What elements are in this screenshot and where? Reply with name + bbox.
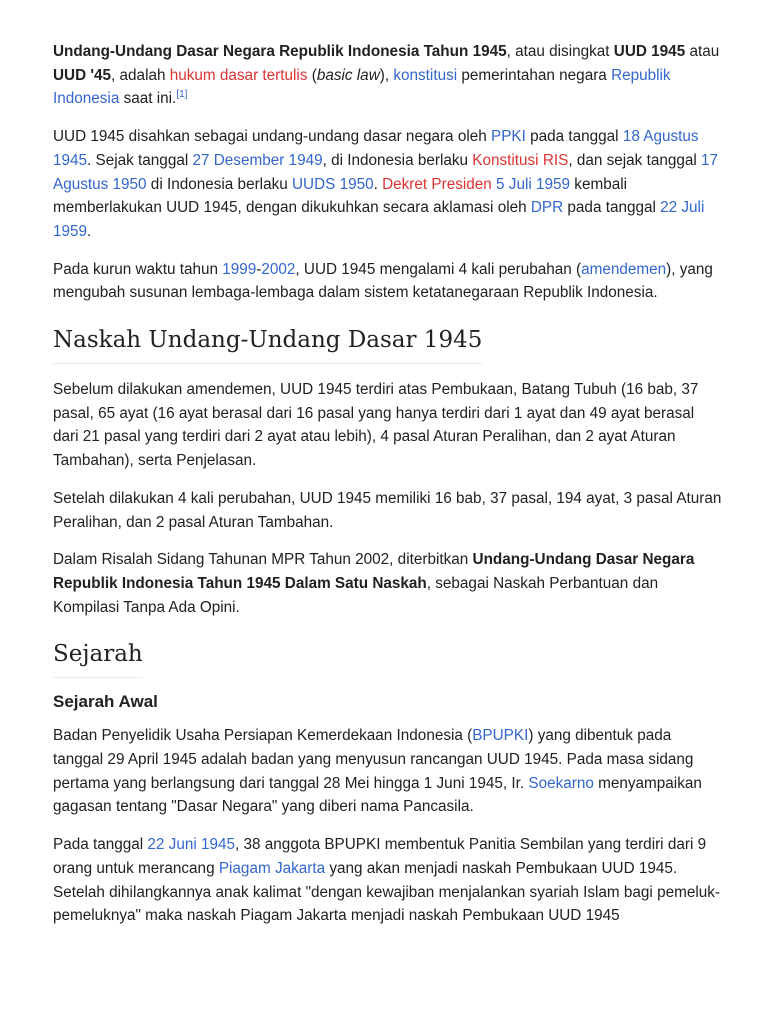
text: Pada kurun waktu tahun bbox=[53, 260, 223, 278]
history-summary-paragraph bbox=[53, 125, 723, 244]
text: pemerintahan negara bbox=[457, 66, 612, 84]
text: ( bbox=[307, 66, 317, 84]
link-piagam-jakarta[interactable]: Piagam Jakarta bbox=[218, 859, 326, 877]
bold-term: Undang-Undang Dasar Negara Republik Indonesia Tahun 1945 bbox=[53, 43, 507, 60]
link-22-juli-1959[interactable]: 22 Juli 1959 bbox=[53, 199, 705, 240]
text: yang akan menjadi naskah Pembukaan UUD 1945. Setelah dihilangkannya anak kalimat "dengan kewajiban menjalankan syariah Islam bagi pemeluk-pemeluknya" maka naskah Piagam Jakarta menjadi naskah Pembukaan UUD 1945 bbox=[53, 859, 720, 925]
text: , sebagai Naskah Perbantuan dan Kompilasi Tanpa Ada Opini. bbox=[53, 574, 659, 616]
link-soekarno[interactable]: Soekarno bbox=[528, 774, 594, 792]
text: pada tanggal bbox=[563, 199, 661, 217]
text: menyampaikan gagasan tentang "Dasar Negara" yang diberi nama Pancasila. bbox=[53, 774, 702, 816]
link-hukum-dasar-tertulis[interactable]: hukum dasar tertulis bbox=[169, 66, 308, 84]
text: , di Indonesia berlaku bbox=[322, 151, 473, 169]
section-heading-sejarah: Sejarah bbox=[53, 641, 143, 678]
link-konstitusi-ris[interactable]: Konstitusi RIS bbox=[472, 151, 569, 169]
text: Pada tanggal bbox=[53, 836, 148, 854]
link-dpr[interactable]: DPR bbox=[530, 199, 564, 217]
post-amendment-paragraph: Setelah dilakukan 4 kali perubahan, UUD 1945 memiliki 16 bab, 37 pasal, 194 ayat, 3 pasal Aturan Peralihan, dan 2 pasal Aturan Tambahan. bbox=[53, 489, 722, 531]
text: UUD 1945 disahkan sebagai undang-undang dasar negara oleh bbox=[53, 128, 491, 146]
text: ), yang mengubah susunan lembaga-lembaga dalam sistem ketatanegaraan Republik Indonesia. bbox=[53, 260, 713, 302]
link-17-agustus-1950[interactable]: 17 Agustus 1950 bbox=[53, 151, 719, 193]
subsection-heading-sejarah-awal: Sejarah Awal bbox=[53, 692, 158, 712]
link-bpupki[interactable]: BPUPKI bbox=[472, 727, 529, 745]
text: di Indonesia berlaku bbox=[146, 175, 292, 193]
link-22-juni-1945[interactable]: 22 Juni 1945 bbox=[147, 836, 236, 854]
link-5-juli-1959[interactable]: 5 Juli 1959 bbox=[496, 175, 571, 193]
text: atau bbox=[685, 43, 720, 60]
pre-amendment-paragraph: Sebelum dilakukan amendemen, UUD 1945 terdiri atas Pembukaan, Batang Tubuh (16 bab, 37 pasal, 65 ayat (16 ayat berasal dari 16 pasal yang hanya terdiri dari 1 ayat dan 49 ayat berasal dari 21 pasal yang terdiri dari 2 ayat atau lebih), 4 pasal Aturan Peralihan, dan 2 ayat Aturan Tambahan), serta Penjelasan. bbox=[53, 381, 699, 470]
text: , 38 anggota BPUPKI membentuk Panitia Sembilan yang terdiri dari 9 orang untuk merancang bbox=[53, 836, 707, 877]
section-naskah bbox=[53, 327, 723, 364]
intro-paragraph bbox=[53, 40, 723, 111]
text: , atau disingkat bbox=[506, 43, 614, 60]
link-2002[interactable]: 2002 bbox=[261, 260, 296, 278]
text: . Sejak tanggal bbox=[87, 151, 193, 169]
reference-link[interactable]: [1] bbox=[176, 89, 188, 101]
text: kembali memberlakukan UUD 1945, dengan dikukuhkan secara aklamasi oleh bbox=[53, 175, 628, 217]
link-uuds-1950[interactable]: UUDS 1950 bbox=[291, 175, 374, 193]
article-body bbox=[53, 40, 723, 942]
text: . bbox=[87, 222, 92, 240]
text: , UUD 1945 mengalami 4 kali perubahan ( bbox=[295, 260, 582, 278]
text: ), bbox=[379, 66, 394, 84]
link-27-desember-1949[interactable]: 27 Desember 1949 bbox=[192, 151, 323, 169]
text: Badan Penyelidik Usaha Persiapan Kemerdekaan Indonesia ( bbox=[53, 727, 473, 745]
bold-term: UUD 1945 bbox=[613, 43, 686, 60]
italic-term: basic law bbox=[316, 66, 380, 84]
risalah-paragraph bbox=[53, 548, 723, 619]
text: saat ini. bbox=[119, 90, 177, 108]
piagam-jakarta-paragraph bbox=[53, 833, 723, 928]
link-republik-indonesia[interactable]: Republik Indonesia bbox=[53, 66, 671, 108]
link-konstitusi[interactable]: konstitusi bbox=[393, 66, 458, 84]
link-dekret-presiden[interactable]: Dekret Presiden bbox=[382, 175, 492, 193]
bold-term: UUD '45 bbox=[53, 66, 112, 84]
link-1999[interactable]: 1999 bbox=[222, 260, 257, 278]
amendment-paragraph bbox=[53, 258, 723, 305]
text: , adalah bbox=[111, 66, 170, 84]
text: . bbox=[373, 175, 383, 193]
link-18-agustus-1945[interactable]: 18 Agustus 1945 bbox=[53, 128, 699, 169]
link-amendemen[interactable]: amendemen bbox=[581, 260, 667, 278]
text: - bbox=[256, 260, 262, 278]
link-ppki[interactable]: PPKI bbox=[491, 128, 526, 146]
section-heading-naskah: Naskah Undang-Undang Dasar 1945 bbox=[53, 327, 482, 364]
bpupki-paragraph bbox=[53, 724, 723, 819]
text: pada tanggal bbox=[525, 128, 623, 146]
text: Dalam Risalah Sidang Tahunan MPR Tahun 2002, diterbitkan bbox=[53, 551, 473, 569]
bold-term: Undang-Undang Dasar Negara Republik Indonesia Tahun 1945 Dalam Satu Naskah bbox=[53, 551, 695, 592]
text: ) yang dibentuk pada tanggal 29 April 1945 adalah badan yang menyusun rancangan UUD 1945. Pada masa sidang pertama yang berlangsung dari tanggal 28 Mei hingga 1 Juni 1945, Ir. bbox=[53, 727, 694, 792]
text: , dan sejak tanggal bbox=[568, 151, 702, 169]
section-sejarah bbox=[53, 641, 723, 678]
